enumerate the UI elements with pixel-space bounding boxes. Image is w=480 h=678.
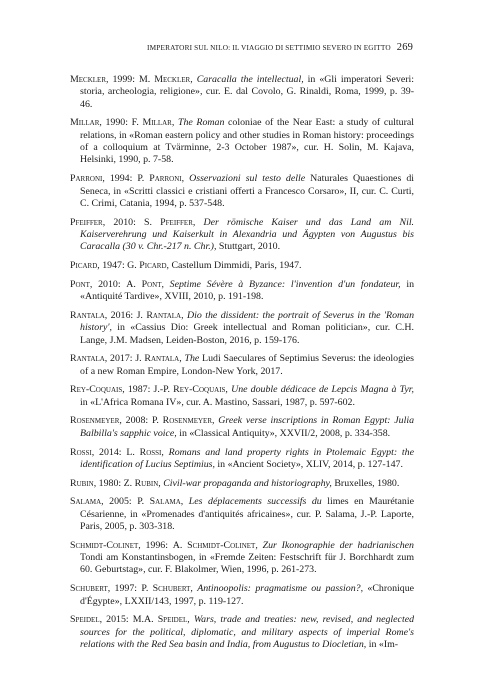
entry-author: P. Schubert,	[141, 583, 193, 595]
entry-details: coloniae of the Near East: a study of cultural relations, in «Roman eastern policy and other studies in Roman history: proceedings of a colloquium at Tvärminne, 2-3 October 1987», cur. H. Solin, M. Kajava, Helsinki, 1990, p. 7-58.	[80, 117, 414, 166]
running-header	[70, 42, 413, 53]
entry-key: Rey-Coquais, 1987:	[70, 384, 151, 396]
bibliography-entry	[70, 583, 414, 608]
entry-details: «Chronique d'Égypte», LXXII/143, 1997, p. 119-127.	[80, 583, 415, 607]
entry-details: in «Im-	[366, 638, 399, 650]
entry-key: Pont, 2010:	[70, 278, 121, 290]
entry-author: L. Rossi,	[126, 446, 164, 458]
entry-details: in «Ancient Society», XLIV, 2014, p. 127-147.	[214, 458, 403, 470]
entry-details: in «Classical Antiquity», XXVII/2, 2008, p. 334-358.	[176, 427, 391, 439]
entry-author: F. Millar,	[131, 117, 175, 129]
entry-details: in «L'Africa Romana IV», cur. A. Mastino, Sassari, 1987, p. 597-602.	[80, 396, 355, 408]
entry-key: Schmidt-Colinet, 1996:	[70, 539, 168, 551]
entry-title: Caracalla the intellectual,	[196, 74, 304, 85]
bibliography-list	[70, 74, 414, 658]
bibliography-entry	[70, 614, 414, 651]
entry-key: Pfeiffer, 2010:	[70, 216, 136, 228]
bibliography-entry	[70, 540, 414, 577]
entry-details: in «Gli imperatori Severi: storia, archeologia, religione», cur. E. dal Covolo, G. Rinaldi, Roma, 1999, p. 39-46.	[80, 74, 415, 110]
entry-title: Wars, trade and treaties: new, revised, and neglected sources for the political, diplomatic, and military aspects of imperial Rome's relations with the Red Sea basin and India, from Augustus to Diocletian,	[80, 614, 415, 650]
bibliography-entry	[70, 384, 414, 409]
entry-details: Stuttgart, 2010.	[216, 241, 281, 253]
entry-title: Zur Ikonographie der hadrianischen	[262, 539, 414, 551]
entry-author: P. Parroni,	[137, 173, 185, 185]
bibliography-entry	[70, 217, 414, 254]
entry-author: Z. Rubin,	[123, 477, 161, 489]
entry-title: Osservazioni sul testo delle	[189, 173, 306, 185]
entry-key: Meckler, 1999:	[70, 74, 135, 85]
entry-author: M.A. Speidel,	[132, 614, 190, 626]
page-number: 269	[396, 42, 413, 53]
entry-title: Civil-war propaganda and historiography,	[163, 477, 332, 489]
running-title: IMPERATORI SUL NILO: IL VIAGGIO DI SETTIMIO SEVERO IN EGITTO	[147, 43, 391, 52]
bibliography-entry	[70, 279, 414, 304]
entry-key: Schubert, 1997:	[70, 583, 138, 595]
entry-details: Tondi am Konstantinsbogen, in «Fremde Zeiten: Festschrift für J. Borchhardt zum 60. Geburtstag», cur. F. Blakolmer, Wien, 1996, p. 261-273.	[80, 552, 414, 576]
bibliography-entry	[70, 260, 414, 272]
entry-details: in «Cassius Dio: Greek intellectual and Roman politician», cur. C.H. Lange, J.M. Madsen, Leiden-Boston, 2016, p. 159-176.	[80, 322, 414, 346]
entry-key: Rosenmeyer, 2008:	[70, 415, 149, 427]
entry-author: P. Salama,	[137, 496, 184, 508]
entry-key: Salama, 2005:	[70, 496, 132, 508]
entry-key: Picard, 1947:	[70, 260, 125, 272]
entry-author: G. Picard,	[127, 260, 169, 272]
bibliography-entry	[70, 447, 414, 472]
entry-title: Septime Sévère à Byzance: l'invention d'un fondateur,	[169, 278, 401, 290]
entry-key: Rantala, 2017:	[70, 353, 133, 365]
entry-details: limes en Maurétanie Césarienne, in «Promenades d'antiquités africaines», cur. P. Salama, J.-P. Laporte, Paris, 2005, p. 303-318.	[80, 496, 414, 532]
entry-details: Naturales Quaestiones di Seneca, in «Scritti classici e cristiani offerti a Francesco Corsaro», II, cur. C. Curti, C. Crimi, Catania, 1994, p. 537-548.	[80, 173, 414, 209]
entry-author: A. Pont,	[126, 278, 164, 290]
entry-author: A. Schmidt-Colinet,	[172, 539, 258, 551]
entry-key: Parroni, 1994:	[70, 173, 133, 185]
entry-author: J.-P. Rey-Coquais,	[153, 384, 228, 396]
entry-details: Bruxelles, 1980.	[331, 477, 400, 489]
entry-author: J. Rantala,	[136, 309, 184, 321]
entry-title: The Roman	[177, 117, 225, 129]
entry-title: Romans and land property rights in Ptolemaic Egypt: the identification of Lucius Septimius,	[80, 446, 414, 470]
entry-author: J. Rantala,	[135, 353, 182, 365]
entry-author: P. Rosenmeyer,	[151, 415, 215, 427]
entry-title: Antinoopolis: pragmatisme ou passion?,	[197, 583, 364, 595]
entry-details: in «Antiquité Tardive», XVIII, 2010, p. 191-198.	[80, 278, 415, 303]
entry-details: Ludi Saeculares of Septimius Severus: the ideologies of a new Roman Empire, London-New York, 2017.	[80, 353, 414, 377]
bibliography-entry	[70, 310, 414, 347]
entry-author: M. Meckler,	[138, 74, 193, 85]
entry-key: Rantala, 2016:	[70, 309, 134, 321]
entry-details: Castellum Dimmidi, Paris, 1947.	[171, 260, 302, 272]
entry-key: Rubin, 1980:	[70, 477, 122, 489]
entry-key: Millar, 1990:	[70, 117, 128, 129]
bibliography-entry	[70, 74, 414, 111]
entry-title: The	[184, 353, 200, 365]
bibliography-entry	[70, 353, 414, 378]
entry-title: Der römische Kaiser und das Land am Nil. Kaiserverehrung und Kaiserkult in Alexandria und Ägypten von Augustus bis Caracalla (30 v. Chr.-217 n. Chr.),	[80, 216, 415, 253]
entry-title: Les déplacements successifs du	[188, 496, 322, 508]
bibliography-entry	[70, 117, 414, 166]
bibliography-entry	[70, 496, 414, 533]
entry-key: Rossi, 2014:	[70, 446, 122, 458]
entry-title: Une double dédicace de Lepcis Magna à Tyr,	[231, 384, 415, 396]
bibliography-entry	[70, 415, 414, 440]
entry-author: S. Pfeiffer,	[144, 216, 196, 228]
entry-key: Speidel, 2015:	[70, 614, 129, 626]
bibliography-entry	[70, 478, 414, 490]
bibliography-entry	[70, 173, 414, 210]
entry-title: Greek verse inscriptions in Roman Egypt: Julia Balbilla's sapphic voice,	[80, 415, 415, 439]
entry-title: Dio the dissident: the portrait of Severus in the 'Roman history',	[80, 309, 415, 334]
